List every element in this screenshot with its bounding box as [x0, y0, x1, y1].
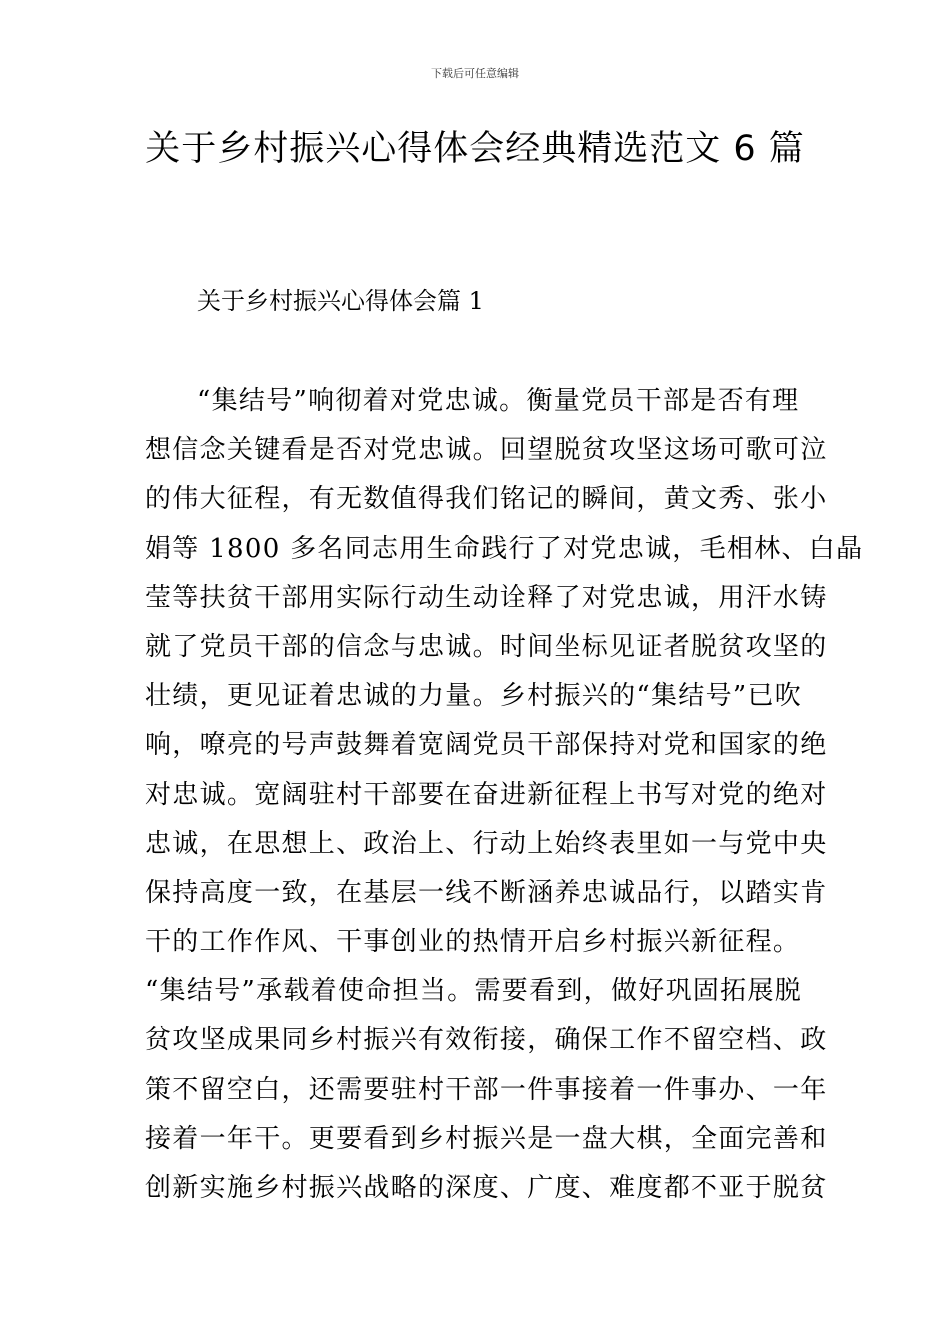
body-line: 干的工作作风、干事创业的热情开启乡村振兴新征程。: [145, 927, 801, 958]
body-line: 保持高度一致，在基层一线不断涵养忠诚品行，以踏实肯: [145, 877, 828, 908]
body-line: 接着一年干。更要看到乡村振兴是一盘大棋，全面完善和: [145, 1123, 828, 1154]
body-line: 就了党员干部的信念与忠诚。时间坐标见证者脱贫攻坚的: [145, 631, 828, 662]
body-line: 想信念关键看是否对党忠诚。回望脱贫攻坚这场可歌可泣: [145, 435, 828, 466]
body-line: 创新实施乡村振兴战略的深度、广度、难度都不亚于脱贫: [145, 1173, 828, 1203]
body-line: 策不留空白，还需要驻村干部一件事接着一件事办、一年: [145, 1074, 828, 1105]
header-note: 下载后可任意编辑: [431, 67, 519, 80]
body-line: 贫攻坚成果同乡村振兴有效衔接，确保工作不留空档、政: [145, 1025, 828, 1056]
section-heading: 关于乡村振兴心得体会篇 1: [197, 287, 484, 315]
body-line: 对忠诚。宽阔驻村干部要在奋进新征程上书写对党的绝对: [145, 779, 828, 810]
document-title: 关于乡村振兴心得体会经典精选范文 6 篇: [145, 129, 805, 169]
body-paragraph: [145, 377, 864, 1213]
body-line: 忠诚，在思想上、政治上、行动上始终表里如一与党中央: [145, 828, 828, 859]
body-line: “集结号”响彻着对党忠诚。衡量党员干部是否有理: [197, 386, 800, 416]
body-line: “集结号”承载着使命担当。需要看到，做好巩固拓展脱: [145, 976, 803, 1007]
body-line: 的伟大征程，有无数值得我们铭记的瞬间，黄文秀、张小: [145, 484, 828, 515]
body-line: 莹等扶贫干部用实际行动生动诠释了对党忠诚，用汗水铸: [145, 582, 828, 613]
body-line: 响，嘹亮的号声鼓舞着宽阔党员干部保持对党和国家的绝: [145, 730, 828, 761]
body-line: 娟等 1800 多名同志用生命践行了对党忠诚，毛相林、白晶: [145, 533, 864, 564]
body-line: 壮绩，更见证着忠诚的力量。乡村振兴的“集结号”已吹: [145, 681, 803, 712]
